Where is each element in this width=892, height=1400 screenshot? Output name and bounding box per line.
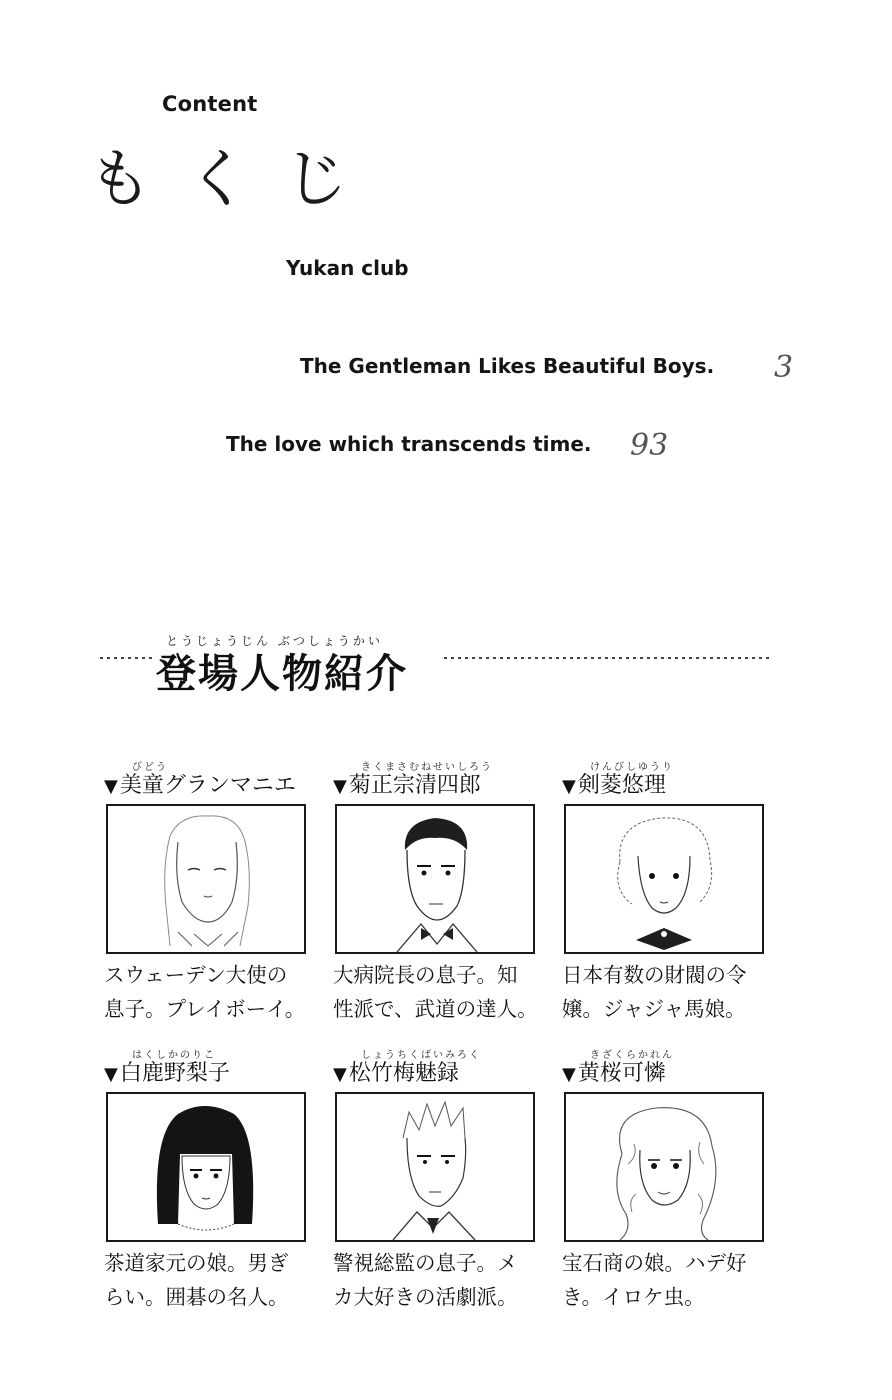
character-name: ▼剣菱悠理 xyxy=(562,773,666,798)
character-ruby: きくまさむねせいしろう xyxy=(361,762,493,773)
character-name: ▼白鹿野梨子 xyxy=(104,1061,230,1086)
character-name: ▼松竹梅魅録 xyxy=(333,1061,459,1086)
triangle-marker-icon: ▼ xyxy=(333,776,347,797)
cast-heading: 登場人物紹介 xyxy=(156,651,408,697)
story-page-2: 93 xyxy=(630,428,669,463)
cast-heading-ruby: とうじょうじん ぶつしょうかい xyxy=(166,634,383,648)
cast-heading-rule-right xyxy=(444,657,769,659)
character-description: 茶道家元の娘。男ぎ らい。囲碁の名人。 xyxy=(104,1251,289,1309)
series-title: Yukan club xyxy=(286,256,409,280)
character-ruby: はくしかのりこ xyxy=(132,1050,216,1061)
character-name: ▼黄桜可憐 xyxy=(562,1061,666,1086)
character-portrait xyxy=(564,804,764,954)
character-description: スウェーデン大使の 息子。プレイボーイ。 xyxy=(104,963,306,1021)
dark-haired-man-portrait-icon xyxy=(337,806,533,952)
spiky-haired-man-portrait-icon xyxy=(337,1094,533,1240)
triangle-marker-icon: ▼ xyxy=(104,776,118,797)
character-name: ▼美童グランマニエ xyxy=(104,773,296,798)
character-description: 宝石商の娘。ハデ好 き。イロケ虫。 xyxy=(562,1251,747,1309)
character-ruby: しょうちくばいみろく xyxy=(361,1050,481,1061)
story-title-2[interactable]: The love which transcends time. xyxy=(226,432,592,456)
blond-man-portrait-icon xyxy=(108,806,304,952)
triangle-marker-icon: ▼ xyxy=(104,1064,118,1085)
character-description: 日本有数の財閥の令 嬢。ジャジャ馬娘。 xyxy=(562,963,747,1021)
cast-heading-rule-left xyxy=(100,657,152,659)
character-description: 大病院長の息子。知 性派で、武道の達人。 xyxy=(333,963,538,1021)
triangle-marker-icon: ▼ xyxy=(562,776,576,797)
character-name: ▼菊正宗清四郎 xyxy=(333,773,481,798)
black-bob-girl-portrait-icon xyxy=(108,1094,304,1240)
character-ruby: びどう xyxy=(132,762,168,773)
character-ruby: けんびしゆうり xyxy=(590,762,674,773)
story-title-1[interactable]: The Gentleman Likes Beautiful Boys. xyxy=(300,354,715,378)
character-description: 警視総監の息子。メ カ大好きの活劇派。 xyxy=(333,1251,518,1309)
triangle-marker-icon: ▼ xyxy=(333,1064,347,1085)
content-label: Content xyxy=(162,92,258,116)
wavy-haired-woman-portrait-icon xyxy=(566,1094,762,1240)
character-ruby: きざくらかれん xyxy=(590,1050,674,1061)
character-portrait xyxy=(106,804,306,954)
mokuji-title: もくじ xyxy=(88,143,382,217)
character-portrait xyxy=(564,1092,764,1242)
curly-haired-girl-portrait-icon xyxy=(566,806,762,952)
character-portrait xyxy=(335,804,535,954)
triangle-marker-icon: ▼ xyxy=(562,1064,576,1085)
story-page-1: 3 xyxy=(774,350,794,385)
character-portrait xyxy=(106,1092,306,1242)
character-portrait xyxy=(335,1092,535,1242)
